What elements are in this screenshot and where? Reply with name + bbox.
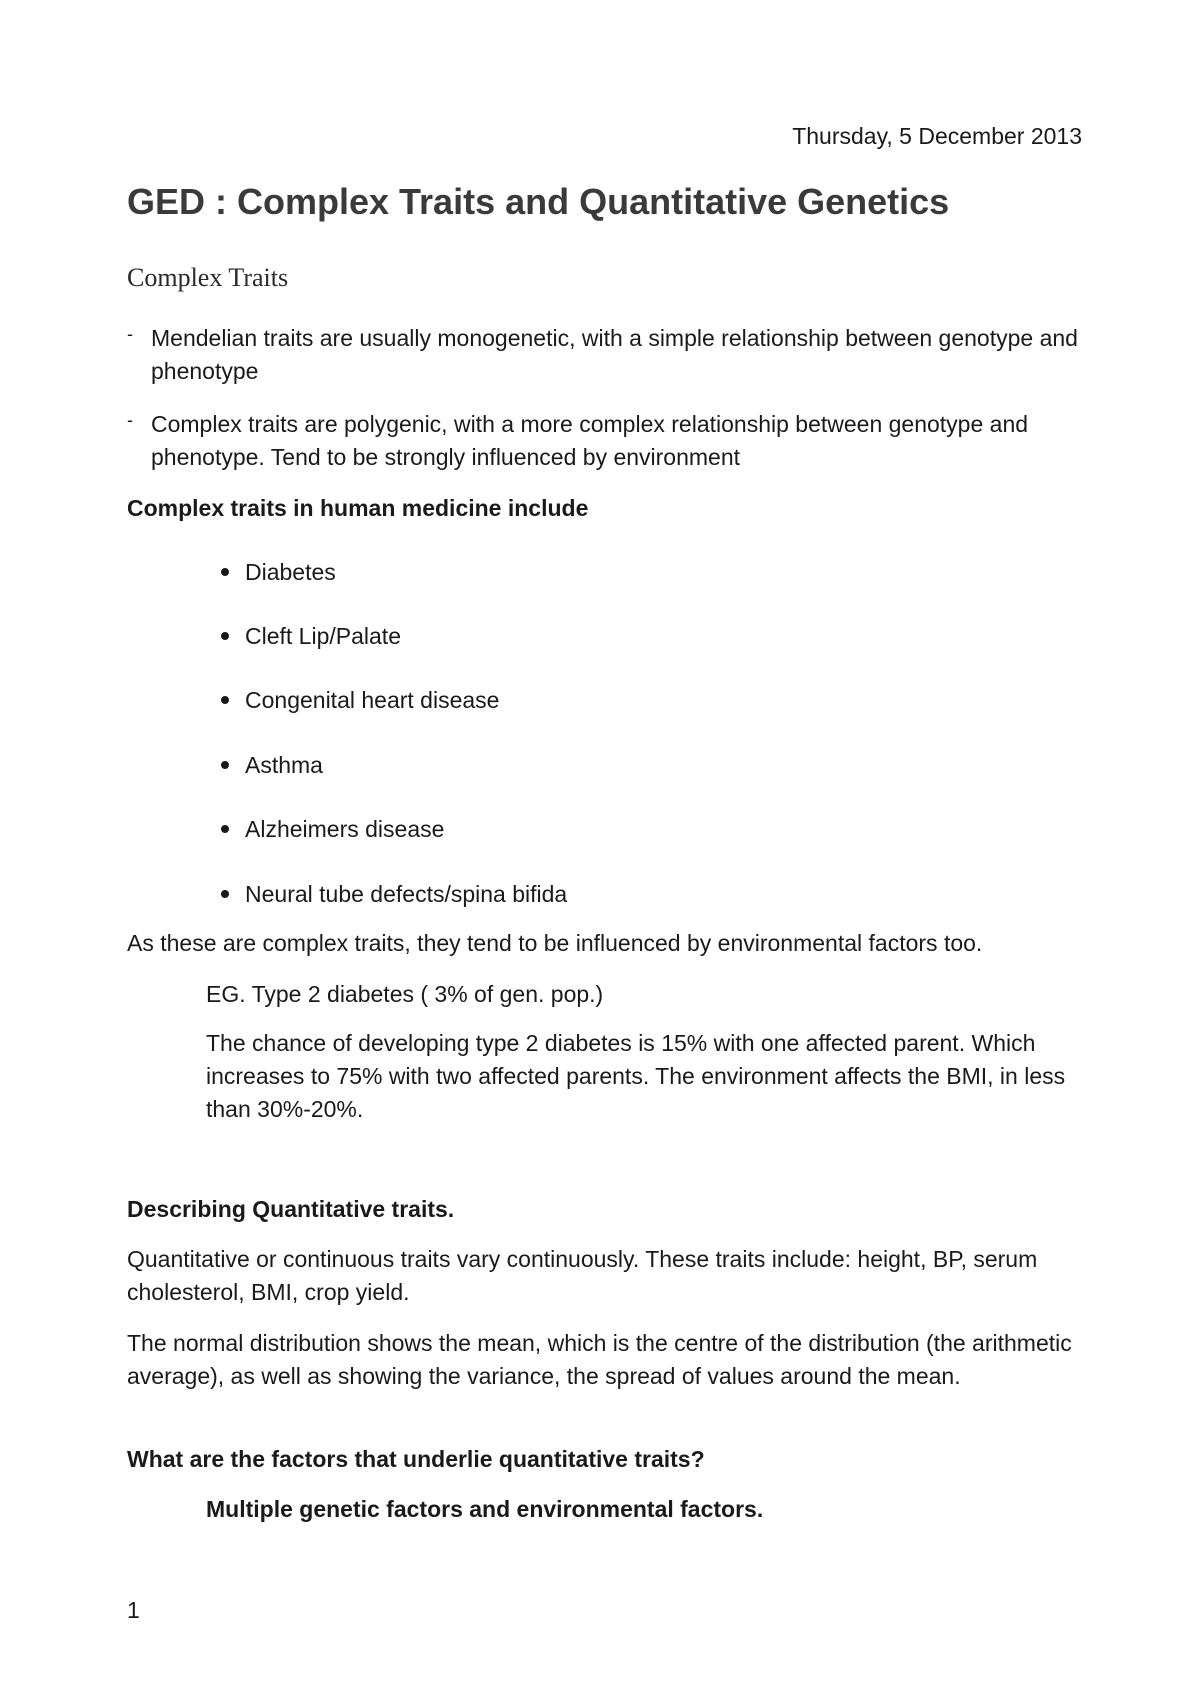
bullet-text: Congenital heart disease xyxy=(245,687,500,713)
document-title: GED : Complex Traits and Quantitative Genetics xyxy=(127,181,950,222)
bullet-text: Asthma xyxy=(245,752,323,778)
bullet-icon xyxy=(221,696,229,704)
quantitative-paragraph-2: The normal distribution shows the mean, which is the centre of the distribution (the arithmetic average), as well as showing the variance, the spread of values around the mean. xyxy=(127,1330,1072,1389)
dash-list-item xyxy=(127,322,1087,388)
bullet-icon xyxy=(221,568,229,576)
bullet-text: Cleft Lip/Palate xyxy=(245,623,401,649)
dash-list-item xyxy=(127,408,1087,474)
bullet-text: Neural tube defects/spina bifida xyxy=(245,881,568,907)
dash-list-item-text: Complex traits are polygenic, with a more complex relationship between genotype and phenotype. Tend to be strongly influenced by environment xyxy=(151,411,1029,470)
medicine-list-heading: Complex traits in human medicine include xyxy=(127,495,589,521)
bullet-list-item xyxy=(221,558,336,586)
bullet-text: Diabetes xyxy=(245,559,336,585)
example-title: EG. Type 2 diabetes ( 3% of gen. pop.) xyxy=(206,981,604,1007)
bullet-list-item xyxy=(221,880,567,908)
bullet-text: Alzheimers disease xyxy=(245,816,445,842)
quantitative-answer: Multiple genetic factors and environmental factors. xyxy=(206,1496,764,1522)
dash-list-item-text: Mendelian traits are usually monogenetic, with a simple relationship between genotype and phenotype xyxy=(151,325,1078,384)
bullet-icon xyxy=(221,825,229,833)
dash-marker: - xyxy=(127,410,133,430)
environment-note: As these are complex traits, they tend to be influenced by environmental factors too. xyxy=(127,930,983,956)
quantitative-heading: Describing Quantitative traits. xyxy=(127,1196,455,1222)
quantitative-paragraph-1: Quantitative or continuous traits vary continuously. These traits include: height, BP, serum cholesterol, BMI, crop yield. xyxy=(127,1246,1038,1305)
bullet-icon xyxy=(221,761,229,769)
page-number: 1 xyxy=(127,1597,140,1623)
quantitative-question: What are the factors that underlie quantitative traits? xyxy=(127,1446,705,1472)
bullet-list-item xyxy=(221,815,444,843)
bullet-list-item xyxy=(221,751,323,779)
example-text: The chance of developing type 2 diabetes is 15% with one affected parent. Which increases to 75% with two affected parents. The environment affects the BMI, in less than 30%-20%. xyxy=(206,1030,1066,1122)
bullet-icon xyxy=(221,632,229,640)
bullet-icon xyxy=(221,890,229,898)
section-heading-complex-traits: Complex Traits xyxy=(127,263,289,292)
dash-marker: - xyxy=(127,324,133,344)
document-date: Thursday, 5 December 2013 xyxy=(792,123,1082,149)
bullet-list-item xyxy=(221,686,499,714)
bullet-list-item xyxy=(221,622,401,650)
